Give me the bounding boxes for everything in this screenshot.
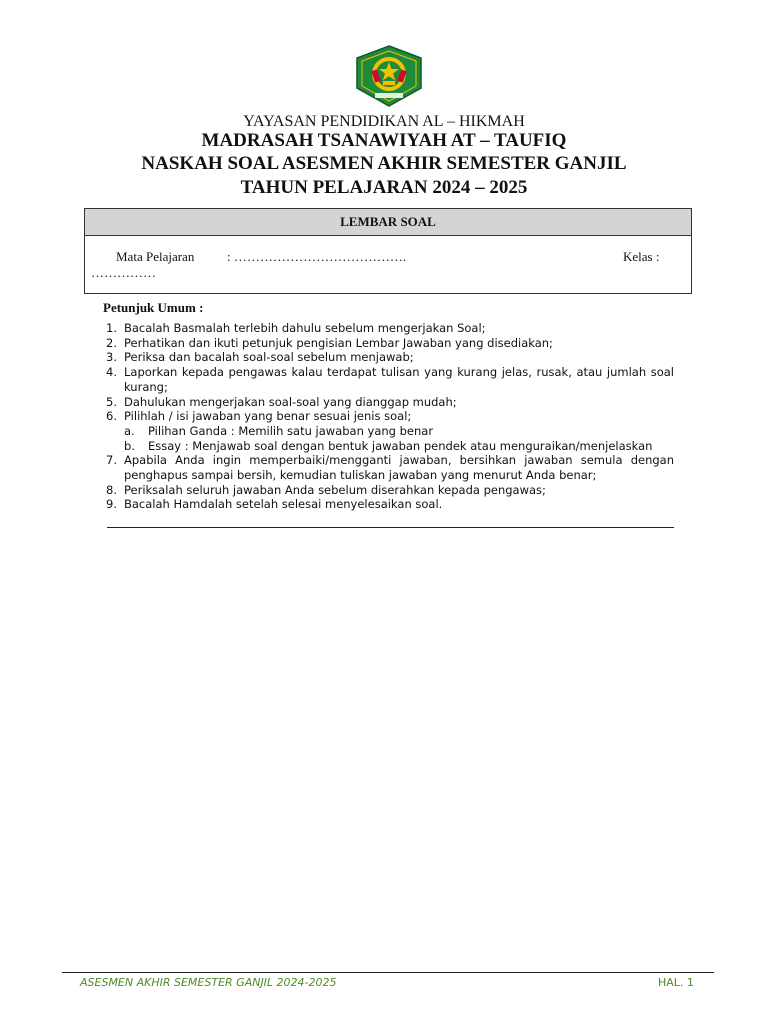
list-item (106, 497, 674, 512)
instructions-title: Petunjuk Umum : (103, 300, 204, 315)
list-item (106, 453, 674, 482)
section-divider (107, 527, 674, 528)
sub-item-label: b. (124, 438, 135, 453)
sheet-title: LEMBAR SOAL (85, 209, 691, 236)
subject-field: : …………………………………. (227, 249, 407, 264)
item-text: Bacalah Hamdalah setelah selesai menyelesaikan soal. (124, 497, 443, 512)
item-text: Dahulukan mengerjakan soal-soal yang dianggap mudah; (124, 394, 457, 409)
sub-item-label: a. (124, 423, 135, 438)
item-number: 5. (106, 394, 117, 409)
instructions-list (106, 321, 674, 512)
academic-year: TAHUN PELAJARAN 2024 – 2025 (240, 177, 528, 198)
answer-types-list (124, 424, 674, 453)
madrasah-emblem-icon (353, 45, 425, 107)
page-number: HAL. 1 (658, 976, 694, 989)
class-field: …………… (91, 265, 156, 280)
item-text: Bacalah Basmalah terlebih dahulu sebelum mengerjakan Soal; (124, 321, 486, 335)
item-text: Perhatikan dan ikuti petunjuk pengisian Lembar Jawaban yang disediakan; (124, 335, 553, 350)
list-item (106, 350, 674, 365)
item-text: Periksa dan bacalah soal-soal sebelum menjawab; (124, 350, 414, 365)
item-number: 2. (106, 335, 117, 350)
item-text: Periksalah seluruh jawaban Anda sebelum diserahkan kepada pengawas; (124, 482, 546, 497)
item-text: Laporkan kepada pengawas kalau terdapat tulisan yang kurang jelas, rusak, atau jumlah soal kurang; (124, 365, 674, 394)
foundation-name: YAYASAN PENDIDIKAN AL – HIKMAH (243, 113, 525, 130)
list-item (106, 365, 674, 394)
list-item (106, 321, 674, 336)
item-number: 6. (106, 409, 117, 424)
item-number: 8. (106, 482, 117, 497)
sub-item-text: Essay : Menjawab soal dengan bentuk jawaban pendek atau menguraikan/menjelaskan (148, 438, 653, 453)
item-number: 4. (106, 365, 117, 380)
item-number: 3. (106, 350, 117, 365)
footer-exam-title: ASESMEN AKHIR SEMESTER GANJIL 2024-2025 (80, 976, 337, 989)
sub-list-item (124, 439, 674, 454)
sub-list-item (124, 424, 674, 439)
item-text: Pilihlah / isi jawaban yang benar sesuai jenis soal; (124, 409, 412, 424)
list-item (106, 483, 674, 498)
list-item (106, 336, 674, 351)
item-number: 7. (106, 453, 117, 468)
class-label: Kelas : (623, 249, 660, 264)
list-item (106, 409, 674, 453)
school-name: MADRASAH TSANAWIYAH AT – TAUFIQ (201, 130, 567, 151)
item-text: Apabila Anda ingin memperbaiki/mengganti jawaban, bersihkan jawaban semula dengan penghapus sampai bersih, kemudian tuliskan jawaban yang menurut Anda benar; (124, 453, 674, 483)
item-number: 9. (106, 497, 117, 512)
exam-title: NASKAH SOAL ASESMEN AKHIR SEMESTER GANJIL (141, 153, 627, 174)
list-item (106, 395, 674, 410)
item-number: 1. (106, 321, 117, 335)
footer-divider (62, 972, 714, 973)
question-sheet-box (84, 208, 692, 294)
subject-label: Mata Pelajaran (116, 249, 195, 264)
sub-item-text: Pilihan Ganda : Memilih satu jawaban yang benar (148, 423, 434, 438)
